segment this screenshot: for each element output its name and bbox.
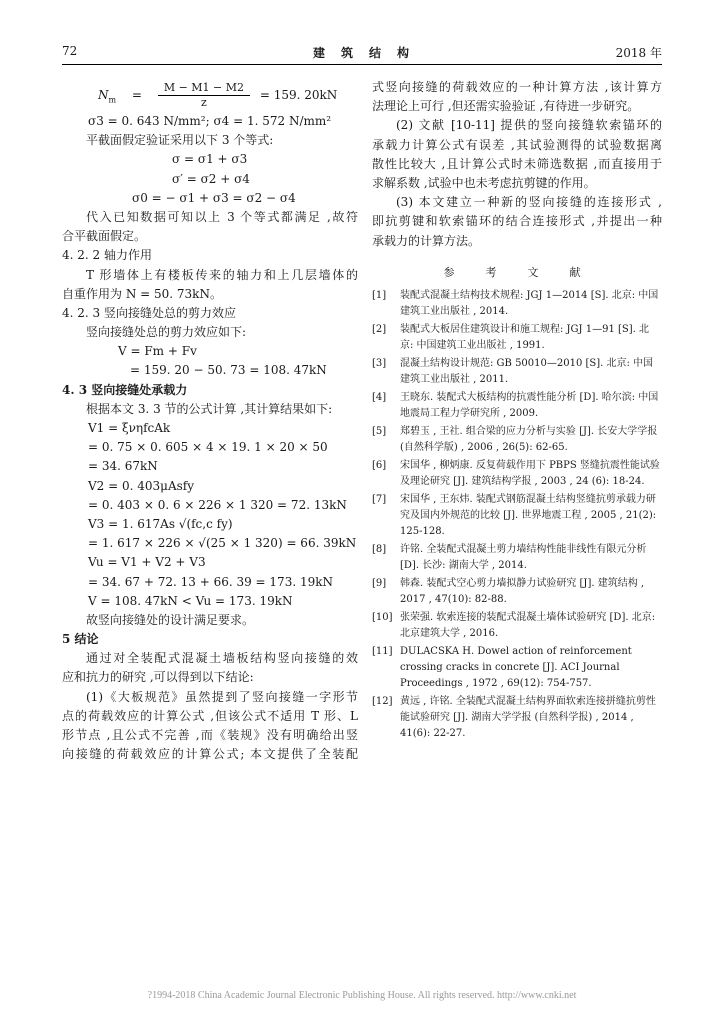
paragraph: 即抗剪键和软索锚环的结合连接形式 ,并提出一种 [372,214,662,229]
reference-number: [2] [372,323,387,335]
reference-item [372,492,662,540]
reference-item [372,322,662,354]
equation: V = Fm + Fv [118,344,197,359]
reference-item [372,288,662,320]
reference-item [372,644,662,692]
equation: V1 = ξνηfcAk [88,421,171,435]
paragraph: T 形墙体上有楼板传来的轴力和上几层墙体的 [86,267,358,282]
reference-text: 宋国华 , 王东炜. 装配式钢筋混凝土结构竖缝抗剪承载力研究及国内外规范的比较 [J]. 世界地震工程 , 2005 , 21(2): 125-128. [400,493,657,537]
reference-text: 许铭. 全装配式混凝土剪力墙结构性能非线性有限元分析 [D]. 长沙: 湖南大学 , 2014. [400,543,647,571]
equation: = 0. 403 × 0. 6 × 226 × 1 320 = 72. 13kN [88,497,347,512]
paragraph: 形节点 ,且公式不完善 ,而《装规》没有明确给出竖 [62,728,358,742]
paragraph: 根据本文 3. 3 节的公式计算 ,其计算结果如下: [86,401,333,416]
paragraph: 应和抗力的研究 ,可以得到以下结论: [62,670,254,685]
paragraph: 向接缝的荷载效应的计算公式; 本文提供了全装配 [62,747,358,762]
equation: V2 = 0. 403μAsfy [88,478,194,493]
equation: V = 108. 47kN < Vu = 173. 19kN [88,593,293,608]
equation: σ0 = − σ1 + σ3 = σ2 − σ4 [132,190,296,205]
reference-number: [4] [372,391,387,403]
journal-year: 2018 年 [615,46,662,60]
paragraph: 点的荷载效应的计算公式 ,但该公式不适用 T 形、L [62,708,358,723]
journal-title: 建 筑 结 构 [312,46,411,60]
paragraph: 法理论上可行 ,但还需实验验证 ,有待进一步研究。 [372,99,640,114]
reference-number: [9] [372,577,387,589]
section-heading: 4. 3 竖向接缝处承载力 [62,382,188,397]
reference-number: [6] [372,459,387,471]
reference-item [372,576,662,608]
reference-text: 装配式混凝土结构技术规程: JGJ 1—2014 [S]. 北京: 中国建筑工业出版社 , 2014. [400,289,659,317]
paragraph: 式竖向接缝的荷载效应的一种计算方法 ,该计算方 [372,80,662,94]
reference-text: 韩森. 装配式空心剪力墙拟静力试验研究 [J]. 建筑结构 , 2017 , 47(10): 82-88. [400,577,645,605]
equation: σ′ = σ2 + σ4 [172,171,250,186]
left-column [62,78,358,764]
paragraph: 自重作用为 N = 50. 73kN。 [62,286,222,301]
fraction: $\frac{M - M1 - M2}{z}$ [158,81,250,110]
reference-number: [7] [372,493,387,505]
reference-item [372,694,662,742]
paragraph: (2) 文献 [10-11] 提供的竖向接缝软索锚环的 [396,118,662,133]
reference-number: [1] [372,289,387,301]
reference-text: DULACSKA H. Dowel action of reinforcement crossing cracks in concrete [J]. ACI Journal Proceedings , 1972 , 69(12): 754-757. [400,645,632,689]
paragraph: 平截面假定验证采用以下 3 个等式: [86,133,274,148]
sigma-values: σ3 = 0. 643 N/mm²; σ4 = 1. 572 N/mm² [88,114,332,128]
header-rule [62,64,662,65]
equation: = 1. 617 × 226 × √(25 × 1 320) = 66. 39kN [88,536,357,551]
equation: = 34. 67kN [88,459,158,474]
reference-text: 王晓东. 装配式大板结构的抗震性能分析 [D]. 哈尔滨: 中国地震局工程力学研究所 , 2009. [400,391,659,419]
reference-number: [5] [372,425,387,437]
reference-number: [8] [372,543,387,555]
reference-text: 张荣强. 软索连接的装配式混凝土墙体试验研究 [D]. 北京: 北京建筑大学 , 2016. [400,611,656,639]
paragraph: 承载力的计算方法。 [372,233,481,248]
page-number: 72 [62,44,78,58]
section-heading: 4. 2. 3 竖向接缝处总的剪力效应 [62,305,236,320]
reference-item [372,390,662,422]
reference-text: 混凝土结构设计规范: GB 50010—2010 [S]. 北京: 中国建筑工业出版社 , 2011. [400,357,654,385]
reference-number: [11] [372,645,393,657]
equation: = 159. 20 − 50. 73 = 108. 47kN [130,363,327,378]
equation: V3 = 1. 617As √(fc,c fy) [88,516,233,531]
reference-number: [10] [372,611,393,623]
paragraph: (1)《大板规范》虽然提到了竖向接缝一字形节 [86,689,358,704]
equation: = 0. 75 × 0. 605 × 4 × 19. 1 × 20 × 50 [88,440,328,455]
paragraph: 故竖向接缝处的设计满足要求。 [86,612,255,627]
reference-text: 宋国华 , 柳炳康. 反复荷载作用下 PBPS 竖缝抗震性能试验及理论研究 [J]. 建筑结构学报 , 2003 , 24 (6): 18-24. [400,459,660,487]
reference-item [372,542,662,574]
paragraph: 求解系数 ,试验中也未考虑抗剪键的作用。 [372,175,596,190]
reference-item [372,424,662,456]
paragraph: (3) 本文建立一种新的竖向接缝的连接形式 , [396,195,662,210]
reference-number: [12] [372,695,393,707]
paragraph: 合平截面假定。 [62,229,147,244]
right-column [372,78,662,744]
references-title: 参 考 文 献 [443,265,591,279]
equation: Vu = V1 + V2 + V3 [88,555,206,570]
paragraph: 通过对全装配式混凝土墙板结构竖向接缝的效 [86,651,358,666]
paragraph: 代入已知数据可知以上 3 个等式都满足 ,故符 [86,209,358,224]
paragraph: 承载力计算公式有误差 ,其试验测得的试验数据离 [372,137,662,152]
reference-number: [3] [372,357,387,369]
references-list [372,288,662,742]
paragraph: 竖向接缝处总的剪力效应如下: [86,325,247,340]
copyright-footer: ?1994-2018 China Academic Journal Electronic Publishing House. All rights reserved. http://www.cnki.net [147,990,577,1001]
equation: = 34. 67 + 72. 13 + 66. 39 = 173. 19kN [88,574,333,589]
reference-item [372,356,662,388]
section-heading: 5 结论 [62,632,99,647]
reference-text: 黄远 , 许铭. 全装配式混凝土结构界面软索连接拼缝抗剪性能试验研究 [J]. 湖南大学学报 (自然科学报) , 2014 , 41(6): 22-27. [400,695,656,739]
reference-text: 装配式大板居住建筑设计和施工规程: JGJ 1—91 [S]. 北京: 中国建筑工业出版社 , 1991. [400,323,650,351]
equation-nm: $N_m$ = $\frac{M - M1 - M2}{z}$ = 159. 20kN [98,81,338,109]
paragraph: 散性比较大 ,且计算公式时未筛选数据 ,而直接用于 [372,156,662,171]
reference-item [372,610,662,642]
section-heading: 4. 2. 2 轴力作用 [62,248,152,263]
reference-text: 郑碧玉 , 王社. 组合梁的应力分析与实验 [J]. 长安大学学报 (自然科学版) , 2006 , 26(5): 62-65. [400,425,658,453]
reference-item [372,458,662,490]
equation: σ = σ1 + σ3 [172,152,248,167]
